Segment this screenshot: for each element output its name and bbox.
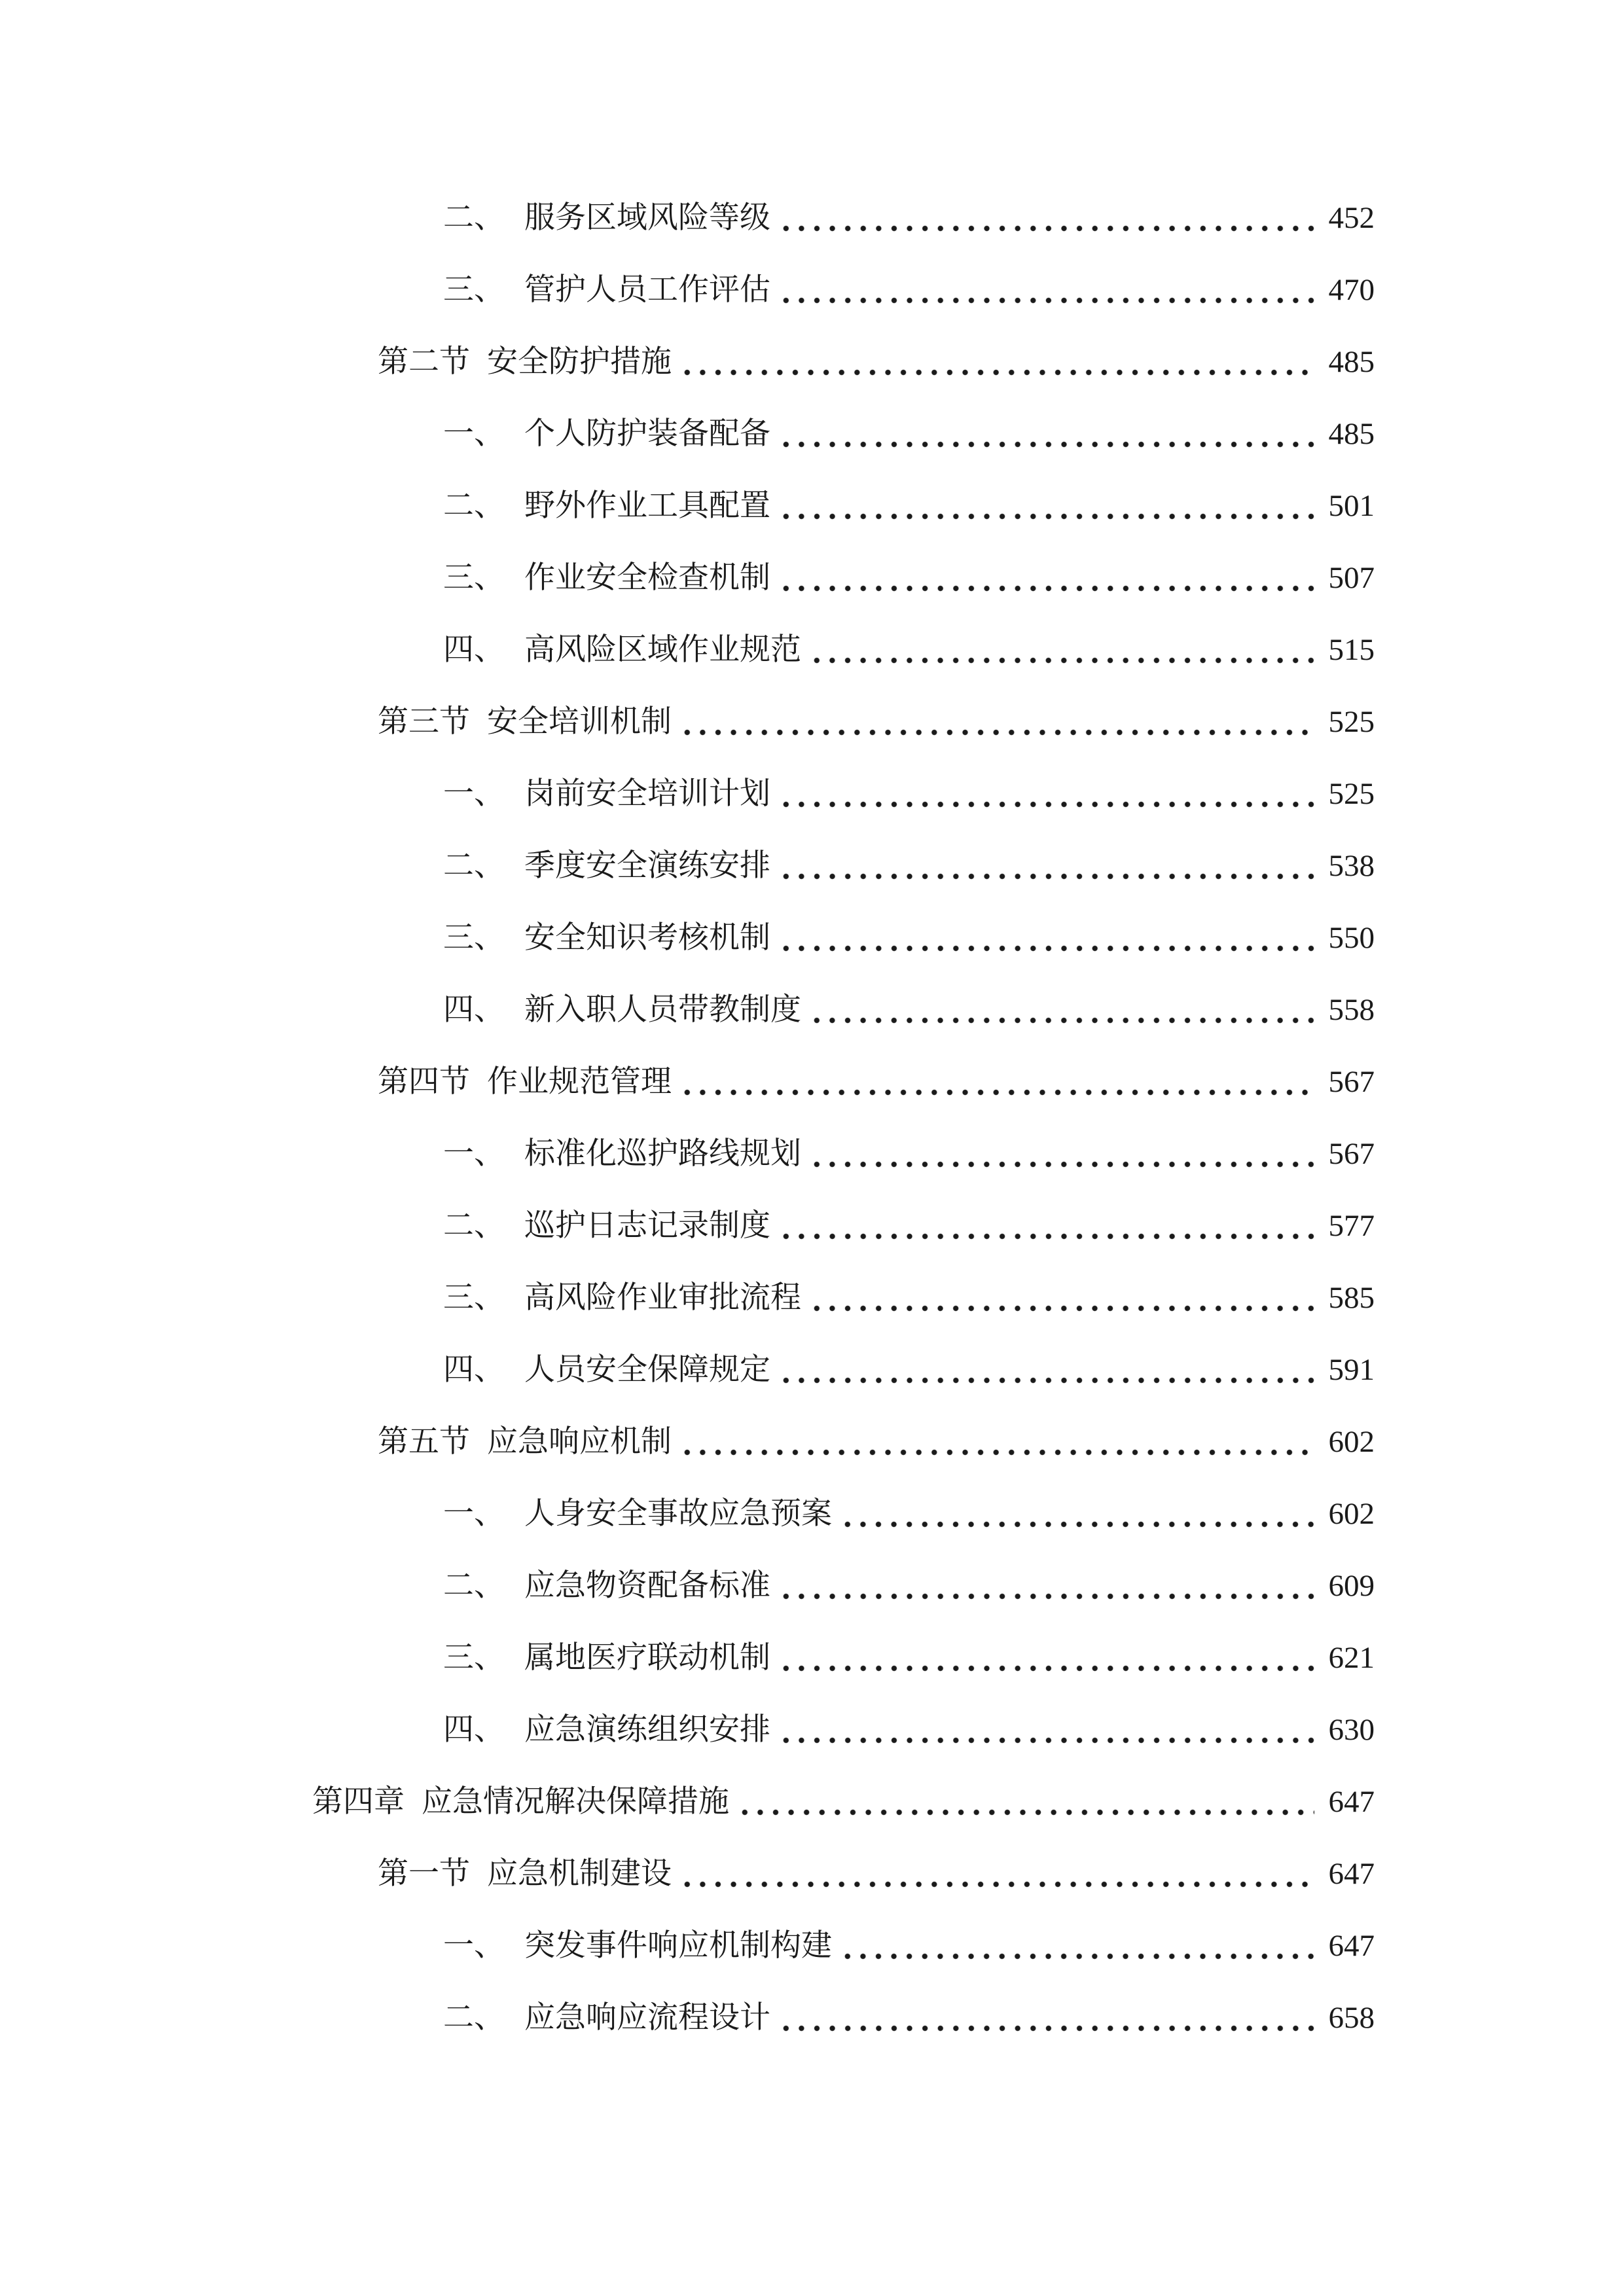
toc-entry[interactable]: [443, 408, 1375, 460]
dot-leader: [778, 1632, 1314, 1684]
toc-entry-page: 558: [1328, 993, 1375, 1027]
toc-entry-page: 647: [1328, 1857, 1375, 1891]
toc-entry[interactable]: [443, 984, 1375, 1036]
toc-entry-number: 一、: [443, 1928, 505, 1964]
toc-entry-number: 三、: [443, 272, 505, 308]
toc-entry[interactable]: [443, 624, 1375, 676]
toc-entry[interactable]: [378, 696, 1375, 748]
toc-entry-title: 新入职人员带教制度: [524, 992, 801, 1028]
toc-entry[interactable]: [443, 1704, 1375, 1756]
toc-entry-page: 609: [1328, 1569, 1375, 1603]
toc-entry-title: 个人防护装备配备: [524, 416, 770, 452]
toc-entry-page: 658: [1328, 2001, 1375, 2035]
toc-entry-number: 二、: [443, 1208, 505, 1244]
toc-entry-page: 525: [1328, 705, 1375, 739]
toc-entry-title: 应急响应机制: [487, 1424, 672, 1460]
dot-leader: [809, 984, 1314, 1036]
dot-leader: [737, 1776, 1314, 1828]
toc-entry-page: 647: [1328, 1929, 1375, 1963]
toc-entry-title: 管护人员工作评估: [524, 272, 770, 308]
dot-leader: [778, 840, 1314, 892]
toc-entry-number: 四、: [443, 1352, 505, 1388]
toc-entry-number: 二、: [443, 1568, 505, 1604]
toc-entry-number: 第四章: [312, 1784, 405, 1820]
toc-entry-page: 470: [1328, 273, 1375, 307]
toc-entry-title: 服务区域风险等级: [524, 200, 770, 236]
toc-entry[interactable]: [378, 1056, 1375, 1108]
toc-entry-number: 四、: [443, 632, 505, 668]
dot-leader: [840, 1488, 1314, 1540]
toc-entry-title: 作业安全检查机制: [524, 560, 770, 596]
dot-leader: [679, 1848, 1314, 1900]
toc-entry-title: 安全知识考核机制: [524, 920, 770, 956]
toc-entry[interactable]: [443, 1560, 1375, 1612]
toc-entry-title: 应急演练组织安排: [524, 1712, 770, 1748]
toc-entry-number: 第三节: [378, 704, 470, 740]
toc-entry-title: 应急响应流程设计: [524, 2000, 770, 2036]
dot-leader: [778, 480, 1314, 532]
toc-entry-page: 452: [1328, 201, 1375, 235]
toc-entry-title: 标准化巡护路线规划: [524, 1136, 801, 1172]
dot-leader: [778, 768, 1314, 820]
toc-entry-number: 一、: [443, 1136, 505, 1172]
toc-entry-number: 第四节: [378, 1064, 470, 1100]
toc-entry[interactable]: [378, 336, 1375, 388]
toc-entry[interactable]: [443, 1920, 1375, 1972]
toc-entry[interactable]: [312, 1776, 1375, 1828]
toc-entry-page: 630: [1328, 1713, 1375, 1747]
toc-entry[interactable]: [443, 768, 1375, 820]
toc-entry-number: 一、: [443, 416, 505, 452]
toc-entry-title: 安全培训机制: [487, 704, 672, 740]
toc-entry[interactable]: [443, 480, 1375, 532]
toc-entry-page: 591: [1328, 1353, 1375, 1387]
toc-entry-page: 507: [1328, 561, 1375, 595]
toc-entry-number: 第二节: [378, 344, 470, 380]
toc-entry-number: 四、: [443, 1712, 505, 1748]
dot-leader: [679, 696, 1314, 748]
dot-leader: [809, 1272, 1314, 1324]
dot-leader: [809, 1128, 1314, 1180]
toc-entry-page: 585: [1328, 1281, 1375, 1315]
dot-leader: [679, 1416, 1314, 1468]
toc-entry-page: 485: [1328, 417, 1375, 451]
toc-entry[interactable]: [378, 1848, 1375, 1900]
toc-entry-page: 647: [1328, 1785, 1375, 1819]
toc-entry[interactable]: [443, 1488, 1375, 1540]
dot-leader: [778, 912, 1314, 964]
dot-leader: [778, 1200, 1314, 1252]
toc-entry[interactable]: [443, 552, 1375, 604]
toc-entry[interactable]: [443, 1344, 1375, 1396]
dot-leader: [679, 336, 1314, 388]
toc-entry-title: 季度安全演练安排: [524, 848, 770, 884]
toc-entry[interactable]: [443, 1272, 1375, 1324]
toc-entry-number: 第五节: [378, 1424, 470, 1460]
toc-entry-number: 三、: [443, 920, 505, 956]
toc-entry-page: 567: [1328, 1065, 1375, 1099]
dot-leader: [778, 408, 1314, 460]
toc-entry-title: 应急物资配备标准: [524, 1568, 770, 1604]
dot-leader: [778, 1560, 1314, 1612]
toc-entry[interactable]: [443, 264, 1375, 316]
toc-entry-title: 巡护日志记录制度: [524, 1208, 770, 1244]
toc-entry-number: 二、: [443, 848, 505, 884]
toc-entry-title: 高风险区域作业规范: [524, 632, 801, 668]
toc-entry-title: 突发事件响应机制构建: [524, 1928, 832, 1964]
toc-entry[interactable]: [443, 192, 1375, 244]
toc-entry[interactable]: [443, 912, 1375, 964]
toc-entry-page: 621: [1328, 1641, 1375, 1675]
dot-leader: [778, 1704, 1314, 1756]
toc-entry-title: 应急情况解决保障措施: [422, 1784, 729, 1820]
toc-entry-title: 属地医疗联动机制: [524, 1640, 770, 1676]
toc-entry-page: 525: [1328, 777, 1375, 811]
toc-entry-title: 岗前安全培训计划: [524, 776, 770, 812]
toc-entry-number: 一、: [443, 1496, 505, 1532]
toc-entry-title: 作业规范管理: [487, 1064, 672, 1100]
toc-entry-page: 602: [1328, 1497, 1375, 1531]
dot-leader: [809, 624, 1314, 676]
toc-entry[interactable]: [443, 840, 1375, 892]
toc-entry-page: 550: [1328, 921, 1375, 955]
toc-entry-number: 四、: [443, 992, 505, 1028]
toc-entry-number: 三、: [443, 1640, 505, 1676]
dot-leader: [778, 192, 1314, 244]
toc-entry-page: 577: [1328, 1209, 1375, 1243]
dot-leader: [778, 552, 1314, 604]
toc-entry-number: 第一节: [378, 1856, 470, 1892]
toc-entry-page: 501: [1328, 489, 1375, 523]
toc-entry[interactable]: [443, 1632, 1375, 1684]
toc-entry-title: 安全防护措施: [487, 344, 672, 380]
toc-entry[interactable]: [378, 1416, 1375, 1468]
toc-entry[interactable]: [443, 1200, 1375, 1252]
dot-leader: [840, 1920, 1314, 1972]
dot-leader: [679, 1056, 1314, 1108]
toc-entry-number: 一、: [443, 776, 505, 812]
toc-entry-number: 二、: [443, 488, 505, 524]
toc-entry-number: 三、: [443, 560, 505, 596]
toc-entry-page: 567: [1328, 1137, 1375, 1171]
toc-entry-page: 538: [1328, 849, 1375, 883]
dot-leader: [778, 1344, 1314, 1396]
toc-entry-page: 485: [1328, 345, 1375, 379]
toc-entry-number: 二、: [443, 200, 505, 236]
toc-entry-title: 人身安全事故应急预案: [524, 1496, 832, 1532]
toc-entry-title: 应急机制建设: [487, 1856, 672, 1892]
toc-entry-page: 602: [1328, 1425, 1375, 1459]
dot-leader: [778, 264, 1314, 316]
dot-leader: [778, 1992, 1314, 2044]
toc-entry[interactable]: [443, 1128, 1375, 1180]
toc-entry[interactable]: [443, 1992, 1375, 2044]
toc-entry-page: 515: [1328, 633, 1375, 667]
toc-entry-number: 三、: [443, 1280, 505, 1316]
toc-entry-title: 高风险作业审批流程: [524, 1280, 801, 1316]
toc-entry-title: 野外作业工具配置: [524, 488, 770, 524]
toc-entry-number: 二、: [443, 2000, 505, 2036]
toc-entry-title: 人员安全保障规定: [524, 1352, 770, 1388]
